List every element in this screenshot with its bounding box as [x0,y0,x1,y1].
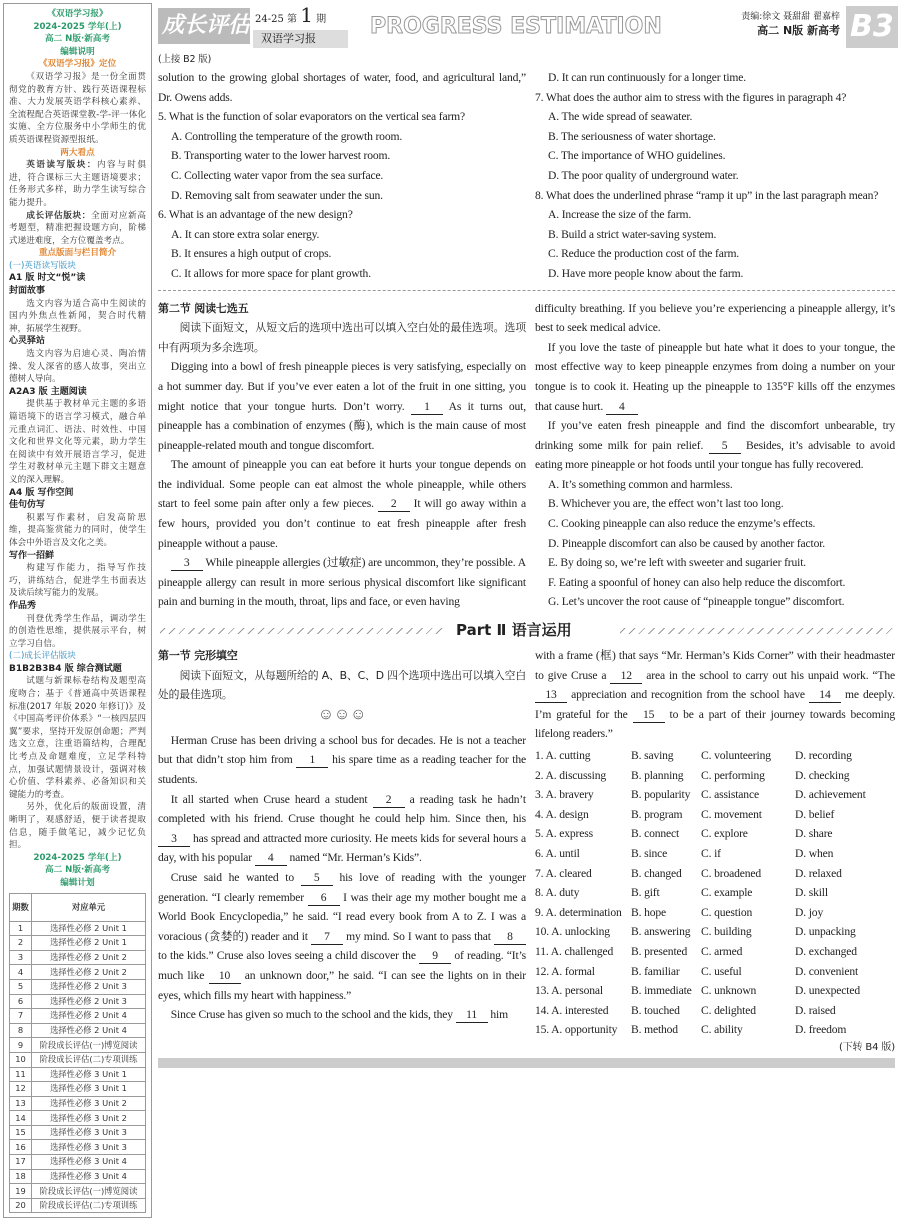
blank-3: 3 [158,832,190,847]
option-choice: D. convenient [795,964,859,978]
passage-paragraph [158,790,526,868]
table-row [10,994,146,1009]
seven-choose-five-left [158,299,526,613]
option-choice: D. skill [795,886,828,900]
passage-text: his spare time as a reading teacher for the students. [158,753,527,786]
option-choice: 10. A. unlocking [535,925,610,939]
passage-paragraph [535,646,895,744]
issue-cell: 11 [10,1067,32,1082]
b-title: B1B2B3B4 版 综合测试题 [9,663,122,674]
blank-4: 4 [255,851,287,866]
option-choice: 11. A. challenged [535,944,614,958]
issue-prefix: 24-25 第 [255,14,298,25]
answer-option: D. Removing salt from seawater under the sun. [171,188,383,202]
option-choice: 15. A. opportunity [535,1023,618,1037]
issue-cell: 20 [10,1198,32,1213]
answer-option: A. It can store extra solar energy. [171,227,320,241]
blank-7: 7 [311,930,343,945]
seven-choose-five [158,299,895,613]
passage-paragraph [535,299,895,338]
option-choice: 1. A. cutting [535,749,591,762]
option-choice: B. presented [631,944,688,958]
table-row [10,1067,146,1082]
option-row [535,766,895,786]
passage-text: named “Mr. Herman’s Kids”. [286,851,422,865]
blank-1: 1 [296,753,328,768]
table-row [10,1082,146,1097]
issue-cell: 5 [10,979,32,994]
editors: 责编:徐文 聂甜甜 翟嘉梓 [741,12,840,22]
table-row [10,1198,146,1213]
option-row [535,942,895,962]
option-choice: B. familiar [631,964,680,978]
option-row [535,922,895,942]
unit-cell: 阶段成长评估(二)专项训练 [32,1052,146,1067]
table-row [10,1184,146,1199]
unit-cell: 选择性必修 2 Unit 3 [32,994,146,1009]
plan-year: 2024-2025 学年(上) [33,852,122,863]
cloze [158,646,895,1056]
unit-cell: 选择性必修 3 Unit 4 [32,1169,146,1184]
passage-paragraph [535,416,895,475]
part-header [158,618,895,644]
col-issue: 期数 [10,893,32,921]
option-choice: C. movement [701,807,762,821]
answer-option: C. Cooking pineapple can also reduce the enzyme’s effects. [548,517,816,531]
option-row [535,844,895,864]
answer-option: B. Whichever you are, the effect won’t last too long. [548,497,784,511]
option-row [535,981,895,1001]
unit-cell: 阶段成长评估(二)专项训练 [32,1198,146,1213]
answer-option: A. Controlling the temperature of the growth room. [171,129,403,143]
a4-column-1: 佳句仿写 [9,500,46,511]
main-content [158,52,895,1068]
section-title: 第一节 完形填空 [158,649,238,663]
highlight-2-label: 成长评估版块： [26,210,92,221]
plan-edition: 高二 N版·新高考 [44,865,110,876]
answer-option: C. Reduce the production cost of the farm. [548,247,740,261]
option-choice: C. broadened [701,866,762,880]
option-choice: D. when [795,846,834,860]
a4-title: A4 版 写作空间 [9,487,74,498]
answer-option: A. It’s something common and harmless. [548,477,733,491]
issue-number [255,4,326,26]
issue-cell: 19 [10,1184,32,1199]
answer-option: C. Collecting water vapor from the sea surface. [171,168,384,182]
passage-text: Cruse said he wanted to [170,870,301,884]
option-row [535,805,895,825]
continued-to: (下转 B4 版) [838,1041,895,1053]
unit-cell: 阶段成长评估(一)博览阅读 [32,1038,146,1053]
passage-text: It all started when Cruse heard a student [170,792,373,806]
table-row [10,1140,146,1155]
unit-cell: 选择性必修 3 Unit 1 [32,1067,146,1082]
unit-cell: 选择性必修 3 Unit 3 [32,1125,146,1140]
option-choice: B. planning [631,768,684,782]
question-stem: 6. What is an advantage of the new design? [158,208,353,222]
subsection-1: (一)英语读写版块 [9,260,76,271]
a1-column-2: 心灵驿站 [9,336,46,347]
plan-title: 编辑计划 [60,877,95,888]
issue-cell: 9 [10,1038,32,1053]
option-choice: 2. A. discussing [535,768,607,782]
option-choice: D. unexpected [795,984,861,998]
passage-text: If you’ve eaten fresh pineapple and find the discomfort unbearable, try drinking some milk for pain relief. [535,419,895,452]
highlight-2-text: 全面对应新高考题型，精准把握设题方向，阶梯式递进难度，全方位覆盖考点。 [9,210,146,246]
option-row [535,824,895,844]
option-choice: B. connect [631,827,680,841]
page-number: B3 [846,6,898,48]
issue-cell: 10 [10,1052,32,1067]
unit-cell: 选择性必修 2 Unit 1 [32,936,146,951]
unit-cell: 选择性必修 3 Unit 2 [32,1096,146,1111]
option-row [535,883,895,903]
option-row [535,1001,895,1021]
answer-option: B. It ensures a high output of crops. [171,247,332,261]
passage-text: to the kids.” Cruse also loves seeing a child discover the [158,949,420,963]
answer-option: D. The poor quality of underground water. [548,168,739,182]
option-choice: B. changed [631,866,682,880]
cloze-left [158,646,526,1056]
option-choice: D. relaxed [795,866,842,880]
blank-15: 15 [633,708,665,723]
passage-paragraph [158,1005,526,1025]
cloze-right [535,646,895,1056]
table-row [10,950,146,965]
option-choice: C. useful [701,964,742,978]
passage-text: appreciation and recognition from the school have [567,688,809,702]
option-choice: B. gift [631,886,660,900]
sidebar-edition: 高二 N版·新高考 [44,34,110,45]
issue-cell: 2 [10,936,32,951]
option-row [535,746,895,766]
answer-option: D. Pineapple discomfort can also be caused by another factor. [548,536,826,550]
highlight-1-label: 英语读写版块： [26,160,97,171]
option-choice: C. armed [701,944,743,958]
option-choice: B. method [631,1023,678,1037]
passage-text: a reading task he hadn’t completed with his friend. Cruse thought he could help him. Since then, his [158,792,526,826]
option-choice: D. raised [795,1003,836,1017]
unit-cell: 选择性必修 2 Unit 4 [32,1009,146,1024]
a4-column-1-text: 积累写作素材，启发高阶思维，提高鉴赏能力的同时，使学生体会中外语言及文化之美。 [9,512,146,548]
editor-info [741,10,840,39]
blank-2: 2 [373,793,405,808]
answer-option: C. It allows for more space for plant growth. [171,266,371,280]
option-choice: B. answering [631,925,691,939]
section-instructions: 阅读下面短文，从短文后的选项中选出可以填入空白处的最佳选项。选项中有两项为多余选项。 [158,321,526,354]
wave-divider-left [160,628,445,634]
answer-option: A. Increase the size of the farm. [548,208,692,222]
passage-text: Herman Cruse has been driving a school bus for decades. He is not a teacher but that didn’t stop him from [158,733,526,767]
issue-cell: 18 [10,1169,32,1184]
blank-10: 10 [209,969,241,984]
a2-title: A2A3 版 主题阅读 [9,386,87,397]
a4-column-2: 写作一招鲜 [9,550,55,561]
option-row [535,1020,895,1040]
option-choice: D. share [795,827,833,841]
sidebar-year: 2024-2025 学年(上) [33,21,122,32]
table-row [10,979,146,994]
answer-option: B. The seriousness of water shortage. [548,129,716,143]
issue-cell: 6 [10,994,32,1009]
option-choice: C. example [701,886,753,900]
option-choice: 14. A. interested [535,1003,609,1017]
passage-text: I was their age my mother bought me a World Book Encyclopedia,” he said. “I read every book from A to Z. I was a voracious (贪婪的) reader and it [158,890,526,943]
unit-cell: 阶段成长评估(一)博览阅读 [32,1184,146,1199]
option-row [535,864,895,884]
unit-cell: 选择性必修 2 Unit 4 [32,1023,146,1038]
passage-text: As it turns out, pineapple has a combination of enzymes (酶), which is the main cause of most pineapple-related mouth and tongue discomfort. [158,399,526,452]
unit-cell: 选择性必修 2 Unit 2 [32,965,146,980]
blank-9: 9 [419,949,451,964]
option-choice: D. unpacking [795,925,856,939]
table-row [10,1009,146,1024]
sidebar-heading: 编辑说明 [60,46,95,57]
option-choice: C. if [701,846,721,860]
passage-text: him [487,1008,508,1022]
b-text-1: 试题与新课标卷结构及题型高度吻合；基于《普通高中英语课程标准(2017 年版 2020 年修订)》及《中国高考评价体系》“一核四层四翼”要求，坚持开发原创命题；严判选文立意，注重语篇结构，合理配比考点及命题难度，立足学科特点，加强试题情景设计，强调对核心价值、学科素养、必备知识和关键能力的考查。 [9,676,146,800]
unit-cell: 选择性必修 3 Unit 2 [32,1111,146,1126]
passage-text: has spread and attracted more curiosity. He meets kids for several hours a day, with his popular [158,831,526,865]
option-choice: C. assistance [701,788,759,802]
passage-end: solution to the growing global shortages of water, food, and agricultural land,” Dr. Owens adds. [158,71,526,104]
option-choice: C. delighted [701,1003,756,1017]
passage-text: his love of reading with the younger generation. “I clearly remember [158,870,527,904]
highlight-1 [9,159,146,209]
passage-paragraph [158,731,526,790]
table-row [10,1052,146,1067]
option-choice: 13. A. personal [535,984,603,998]
highlights-title: 两大看点 [60,147,95,158]
option-choice: D. freedom [795,1023,847,1037]
cloze-options [535,746,895,1040]
issue-cell: 7 [10,1009,32,1024]
option-choice: C. performing [701,768,765,782]
option-choice: 3. A. bravery [535,788,594,802]
table-row [10,921,146,936]
passage-text: If you love the taste of pineapple but hate what it does to your tongue, the most effective way to keep pineapple enzymes from doing a number on your tongue is to cook it. Heating up the pineapple to 135°F kills off the enzymes that cause hurt. [535,340,895,413]
option-choice: D. joy [795,905,824,919]
table-row [10,1111,146,1126]
option-choice: C. ability [701,1023,743,1037]
passage-text: Besides, it’s advisable to avoid eating more pineapple or hot foods until your tongue has fully recovered. [535,438,895,472]
table-row [10,1155,146,1170]
answer-option: D. It can run continuously for a longer time. [548,71,747,84]
table-row [10,1038,146,1053]
option-choice: C. explore [701,827,748,841]
sidebar-paper-name: 《双语学习报》 [47,9,108,19]
passage-paragraph [158,553,526,612]
option-choice: 4. A. design [535,807,589,821]
section-divider [158,290,895,291]
issue-cell: 15 [10,1125,32,1140]
option-choice: 7. A. cleared [535,866,592,880]
blank-11: 11 [456,1008,488,1023]
passage-text: me deeply. I’m grateful for the [535,688,895,721]
continued-from: (上接 B2 版) [158,54,212,65]
option-choice: B. touched [631,1003,680,1017]
answer-option: G. Let’s uncover the root cause of “pineapple tongue” discomfort. [548,595,845,609]
option-choice: C. volunteering [701,749,771,762]
a4-column-3: 作品秀 [9,600,37,611]
passage-text: of reading. “It’s much like [158,949,527,982]
passage-paragraph [535,338,895,416]
a1-column-2-text: 选文内容为启迪心灵、陶冶情操、发人深省的感人故事，突出立德树人导向。 [9,349,146,385]
answer-option: F. Eating a spoonful of honey can also help reduce the discomfort. [548,575,846,589]
question-stem: 8. What does the underlined phrase “ramp it up” in the last paragraph mean? [535,188,879,202]
banner-title: PROGRESS ESTIMATION [370,14,662,39]
answer-option: E. By doing so, we’re left with sweeter and sugarier fruit. [548,556,807,570]
option-choice: B. immediate [631,984,692,998]
answer-option: C. The importance of WHO guidelines. [548,149,726,163]
option-row [535,903,895,923]
table-row [10,965,146,980]
table-row [10,1096,146,1111]
a4-column-2-text: 构建写作能力，指导写作技巧，讲练结合，促进学生书面表达及读后续写能力的发展。 [9,563,146,599]
table-row [10,1023,146,1038]
blank-8: 8 [494,930,526,945]
option-row [535,962,895,982]
blank-12: 12 [610,669,642,684]
option-choice: D. belief [795,807,835,821]
unit-cell: 选择性必修 3 Unit 3 [32,1140,146,1155]
edition-label: 高二 N版 新高考 [757,24,840,37]
highlight-2 [9,210,146,248]
option-choice: C. question [701,905,753,919]
option-choice: C. building [701,925,752,939]
passage-text: to be a part of their journey towards becoming lifelong readers.” [535,707,895,741]
blank-14: 14 [809,688,841,703]
unit-cell: 选择性必修 2 Unit 1 [32,921,146,936]
table-row [10,1169,146,1184]
passage-text: with a frame (框) that says “Mr. Herman’s Kids Corner” with their headmaster to give Cruse a [535,649,895,682]
option-choice: B. since [631,846,668,860]
option-choice: D. achievement [795,788,866,802]
answer-option: D. Have more people know about the farm. [548,266,744,280]
positioning-title: 《双语学习报》定位 [38,59,117,70]
passage-text: my mind. So I want to pass that [343,929,494,943]
question-stem: 5. What is the function of solar evaporators on the vertical sea farm? [158,110,466,124]
answer-option: B. Transporting water to the lower harvest room. [171,149,391,163]
issue-cell: 14 [10,1111,32,1126]
blank-1: 1 [411,400,443,415]
issue-no: 1 [300,3,313,27]
option-choice: 8. A. duty [535,886,580,900]
sections-title: 重点版面与栏目简介 [38,248,117,259]
option-choice: 9. A. determination [535,905,622,919]
passage-text: area in the school to carry out his unpaid work. “The [642,668,895,682]
issue-cell: 1 [10,921,32,936]
option-choice: B. program [631,807,683,821]
section-instructions: 阅读下面短文，从每题所给的 A、B、C、D 四个选项中选出可以填入空白处的最佳选项。 [158,668,526,702]
wave-divider-right [620,628,895,634]
reading-questions-left [158,52,526,284]
option-choice: D. recording [795,749,852,762]
option-row [535,785,895,805]
option-choice: D. exchanged [795,944,857,958]
decorative-faces-icon: ☺☺☺ [317,705,367,723]
option-choice: 6. A. until [535,846,580,860]
edition-plan-table [9,893,146,1214]
issue-cell: 17 [10,1155,32,1170]
unit-cell: 选择性必修 2 Unit 3 [32,979,146,994]
unit-cell: 选择性必修 2 Unit 2 [32,950,146,965]
answer-option: B. Build a strict water-saving system. [548,227,717,241]
blank-5: 5 [709,439,741,454]
option-choice: B. hope [631,905,667,919]
issue-suffix: 期 [316,14,327,25]
blank-6: 6 [308,891,340,906]
issue-cell: 13 [10,1096,32,1111]
passage-text: Digging into a bowl of fresh pineapple pieces is very satisfying, especially on a hot summer day. But if you’ve ever eaten a lot of the fruit in one sitting, you might notice that your tongue hurts. Don’t worry. [158,360,526,413]
issue-cell: 3 [10,950,32,965]
passage-text: The amount of pineapple you can eat before it hurts your tongue depends on the individual. Some people can eat almost the whole pineapple, while others start to feel some pain after only a few pieces. [158,458,526,511]
paper-name: 双语学习报 [253,30,348,48]
issue-cell: 16 [10,1140,32,1155]
positioning-text: 《双语学习报》是一份全面贯彻党的教育方针、践行英语课程标准、大力发展英语学科核心素养、全流程配合英语课堂教-学-评一体化实施、全方位服务中小学师生的优质英语课程资源型报纸。 [9,71,146,145]
unit-cell: 选择性必修 3 Unit 4 [32,1155,146,1170]
passage-paragraph [158,868,526,1005]
passage-text: Since Cruse has given so much to the school and the kids, they [170,1008,456,1022]
edition-sidebar [3,3,152,1218]
option-choice: B. popularity [631,788,691,802]
b-text-2: 另外，优化后的版面设置，清晰明了，观感舒适，便于读者提取信息，随手做笔记，减少记忆负担。 [9,802,146,851]
blank-4: 4 [606,400,638,415]
a1-title: A1 版 时文“悦”读 [9,273,86,284]
section-title: 第二节 阅读七选五 [158,301,249,315]
passage-text: an unknown door,” he said. “I can see the lights on in their eyes, which fills my heart with happiness.” [158,968,526,1002]
a2-text: 提供基于教材单元主题的多语篇语境下的语言学习模式，融合单元重点词汇、语法、时效性、中国文化和世界文化等元素，助力学生在阅读中有效开展语言学习，促进学生对教材单元主题下群文主题意义的深入理解。 [9,399,146,485]
option-choice: 12. A. formal [535,964,595,978]
passage-text: difficulty breathing. If you believe you’re experiencing a pineapple allergy, it’s best to seek medical advice. [535,301,895,335]
answer-option: A. The wide spread of seawater. [548,110,693,124]
issue-cell: 8 [10,1023,32,1038]
passage-text: It will go away within a few hours, provided you don’t continue to eat fresh pineapple after fresh pineapple without a pause. [158,497,526,550]
passage-text: While pineapple allergies (过敏症) are uncommon, they’re possible. A pineapple allergy can result in more serious physical discomfort like significant pain and burning in the mouth, throat, lips and face, or even having [158,556,526,609]
col-unit: 对应单元 [32,893,146,921]
table-row [10,936,146,951]
a1-column-1: 封面故事 [9,286,46,297]
unit-cell: 选择性必修 3 Unit 1 [32,1082,146,1097]
issue-cell: 4 [10,965,32,980]
blank-5: 5 [301,871,333,886]
a4-column-3-text: 刊登优秀学生作品，调动学生的创造性思维，提供展示平台，树立学习自信。 [9,613,146,649]
option-choice: D. checking [795,768,850,782]
seven-choose-five-right [535,299,895,613]
footer-bar [158,1058,895,1068]
option-choice: 5. A. express [535,827,593,841]
reading-questions [158,52,895,284]
blank-13: 13 [535,688,567,703]
passage-paragraph [158,357,526,455]
page-header [158,4,898,50]
question-stem: 7. What does the author aim to stress with the figures in paragraph 4? [535,90,847,104]
blank-3: 3 [171,556,203,571]
section-logo: 成长评估 [158,8,250,44]
highlight-1-text: 内容与时俱进，符合课标三大主题语境要求；任务形式多样，助力学生读写综合能力提升。 [9,160,146,208]
passage-paragraph [158,455,526,553]
option-choice: C. unknown [701,984,757,998]
option-choice: B. saving [631,749,674,762]
blank-2: 2 [378,497,410,512]
part-title: Part Ⅱ 语言运用 [456,621,572,640]
subsection-2: (二)成长评估版块 [9,651,76,662]
reading-questions-right [535,52,895,284]
a1-column-1-text: 选文内容为适合高中生阅读的国内外焦点性新闻，契合时代精神，拓展学生视野。 [9,298,146,334]
issue-cell: 12 [10,1082,32,1097]
